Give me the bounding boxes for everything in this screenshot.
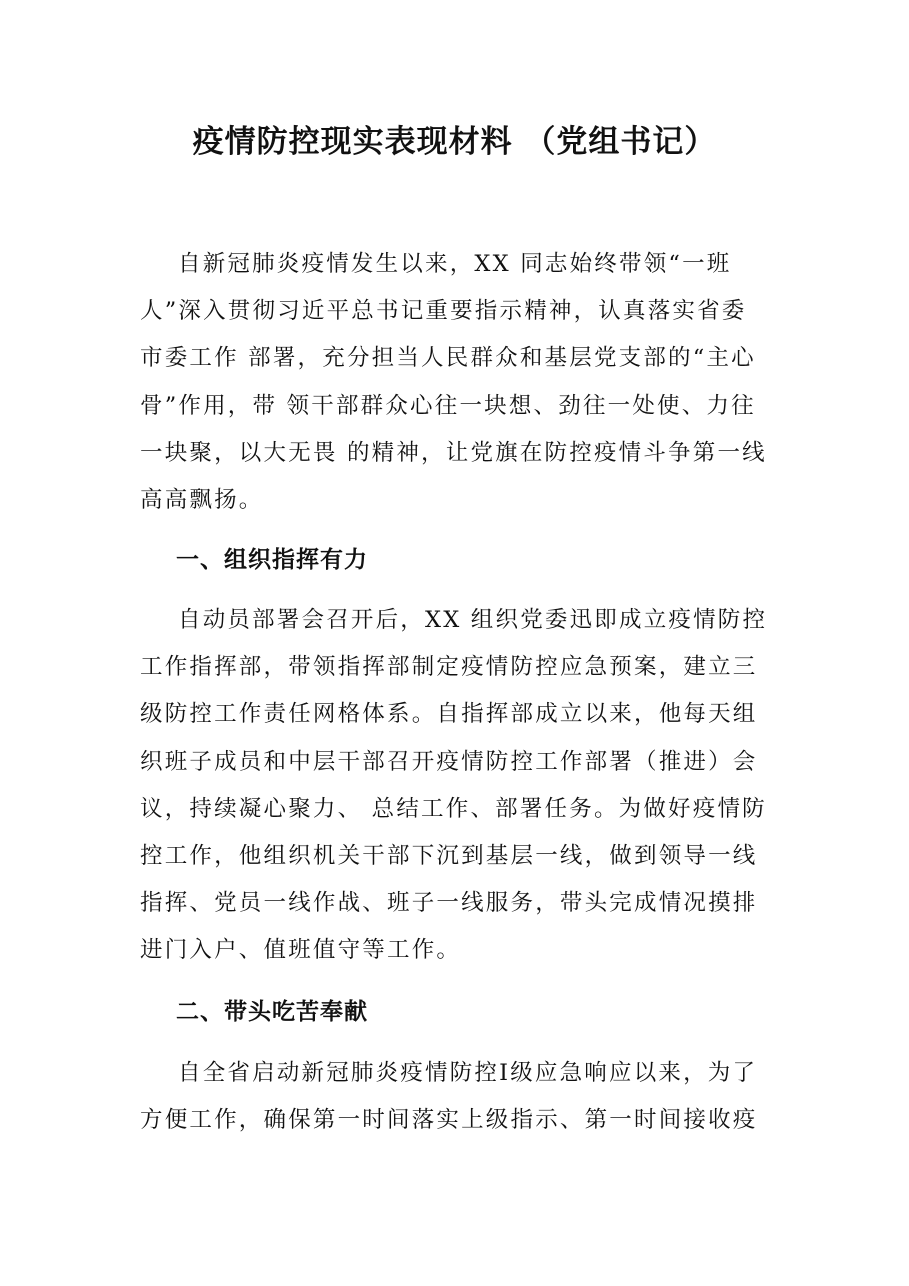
paragraph-line: 自新冠肺炎疫情发生以来，XX 同志始终带领“一班 xyxy=(178,251,732,277)
intro-paragraph xyxy=(140,241,780,524)
paragraph-line: 高高飘扬。 xyxy=(140,486,264,513)
paragraph-line: 方便工作，确保第一时间落实上级指示、第一时间接收疫 xyxy=(140,1107,758,1134)
document-title: 疫情防控现实表现材料 （党组书记） xyxy=(192,124,717,160)
section-heading-2: 二、带头吃苦奉献 xyxy=(176,998,368,1025)
paragraph-line: 骨”作用，带 领干部群众心往一块想、劲往一处使、力往 xyxy=(140,392,756,419)
paragraph-line: 自动员部署会召开后，XX 组织党委迅即成立疫情防控 xyxy=(178,607,768,633)
paragraph-line: 级防控工作责任网格体系。自指挥部成立以来，他每天组 xyxy=(140,701,758,728)
paragraph-line: 一块聚，以大无畏 的精神，让党旗在防控疫情斗争第一线 xyxy=(140,439,767,466)
section-2-paragraph xyxy=(140,1050,780,1144)
section-1-paragraph xyxy=(140,597,780,975)
paragraph-line: 控工作，他组织机关干部下沉到基层一线，做到领导一线 xyxy=(140,842,758,869)
paragraph-line: 市委工作 部署，充分担当人民群众和基层党支部的“主心 xyxy=(140,345,756,372)
paragraph-line: 进门入户、值班值守等工作。 xyxy=(140,937,462,964)
paragraph-line: 工作指挥部，带领指挥部制定疫情防控应急预案，建立三 xyxy=(140,654,758,681)
paragraph-line: 人”深入贯彻习近平总书记重要指示精神，认真落实省委 xyxy=(140,298,747,325)
paragraph-line: 议，持续凝心聚力、 总结工作、部署任务。为做好疫情防 xyxy=(140,795,767,822)
paragraph-line: 自全省启动新冠肺炎疫情防控Ⅰ级应急响应以来，为了 xyxy=(178,1060,758,1086)
section-heading-1: 一、组织指挥有力 xyxy=(176,546,368,573)
paragraph-line: 织班子成员和中层干部召开疫情防控工作部署（推进）会 xyxy=(140,748,758,775)
paragraph-line: 指挥、党员一线作战、班子一线服务，带头完成情况摸排 xyxy=(140,890,758,917)
